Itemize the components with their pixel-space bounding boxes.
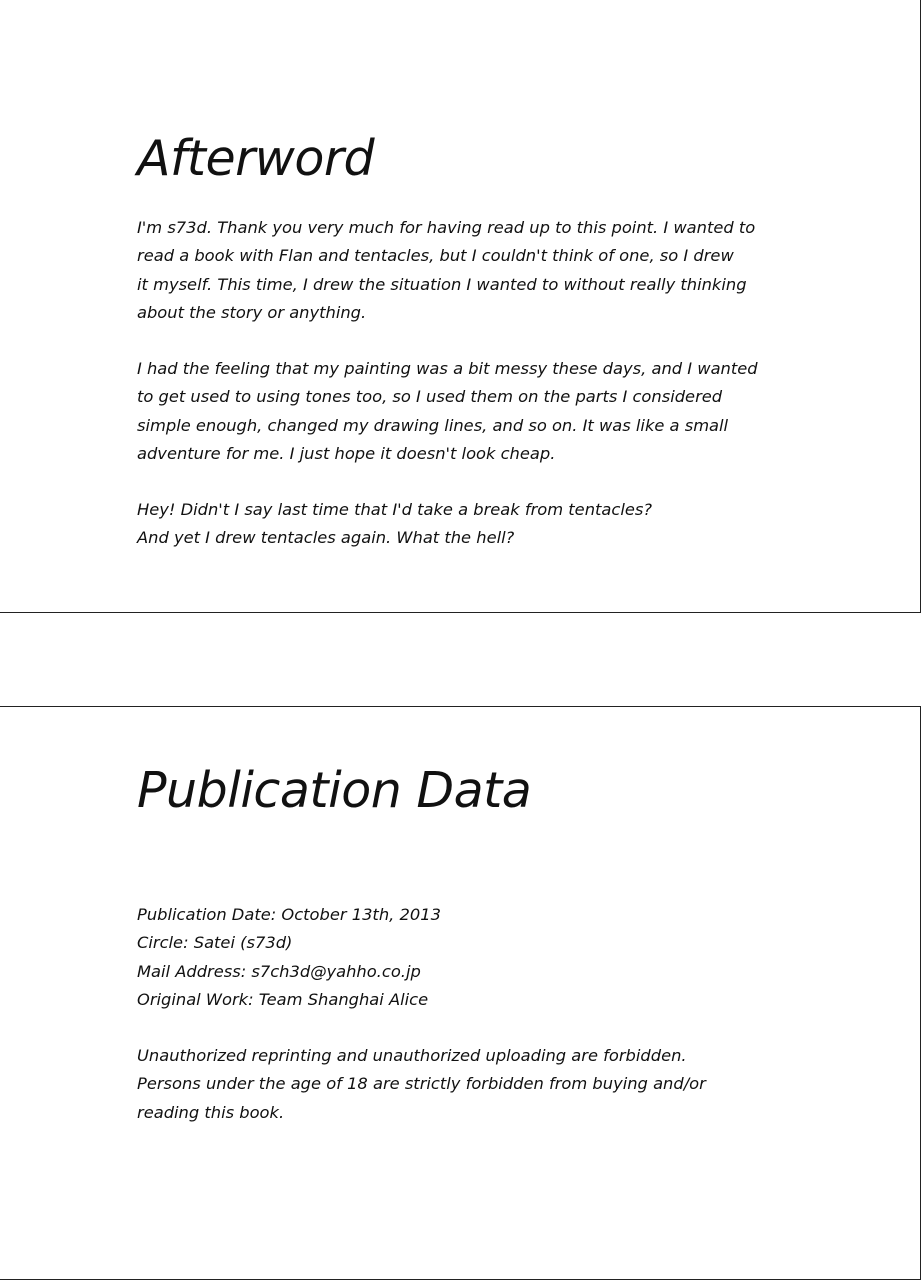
text-line: read a book with Flan and tentacles, but I couldn't think of one, so I drew bbox=[137, 246, 734, 266]
publication-data-title: Publication Data bbox=[137, 762, 532, 819]
publication-details bbox=[137, 901, 441, 1014]
text-line: And yet I drew tentacles again. What the hell? bbox=[137, 528, 515, 548]
afterword-title: Afterword bbox=[137, 130, 375, 187]
afterword-paragraph-3 bbox=[137, 496, 652, 553]
afterword-paragraph-2 bbox=[137, 355, 758, 468]
mail-address: Mail Address: s7ch3d@yahho.co.jp bbox=[137, 961, 421, 981]
text-line: to get used to using tones too, so I used them on the parts I considered bbox=[137, 387, 723, 407]
page-gap bbox=[0, 614, 921, 706]
publication-notice bbox=[137, 1042, 706, 1127]
afterword-paragraph-1 bbox=[137, 214, 755, 327]
text-line: Persons under the age of 18 are strictly forbidden from buying and/or bbox=[137, 1074, 706, 1094]
text-line: Hey! Didn't I say last time that I'd take a break from tentacles? bbox=[137, 500, 652, 519]
text-line: adventure for me. I just hope it doesn't look cheap. bbox=[137, 443, 556, 463]
text-line: I had the feeling that my painting was a bit messy these days, and I wanted bbox=[137, 359, 758, 378]
text-line: simple enough, changed my drawing lines, and so on. It was like a small bbox=[137, 415, 729, 435]
publication-date: Publication Date: October 13th, 2013 bbox=[137, 905, 441, 924]
original-work: Original Work: Team Shanghai Alice bbox=[137, 989, 429, 1009]
afterword-page bbox=[0, 0, 921, 613]
text-line: I'm s73d. Thank you very much for having read up to this point. I wanted to bbox=[137, 218, 756, 237]
text-line: reading this book. bbox=[137, 1102, 285, 1122]
text-line: Unauthorized reprinting and unauthorized uploading are forbidden. bbox=[137, 1046, 687, 1065]
circle-name: Circle: Satei (s73d) bbox=[137, 933, 293, 953]
text-line: about the story or anything. bbox=[137, 302, 367, 322]
text-line: it myself. This time, I drew the situation I wanted to without really thinking bbox=[137, 274, 747, 294]
